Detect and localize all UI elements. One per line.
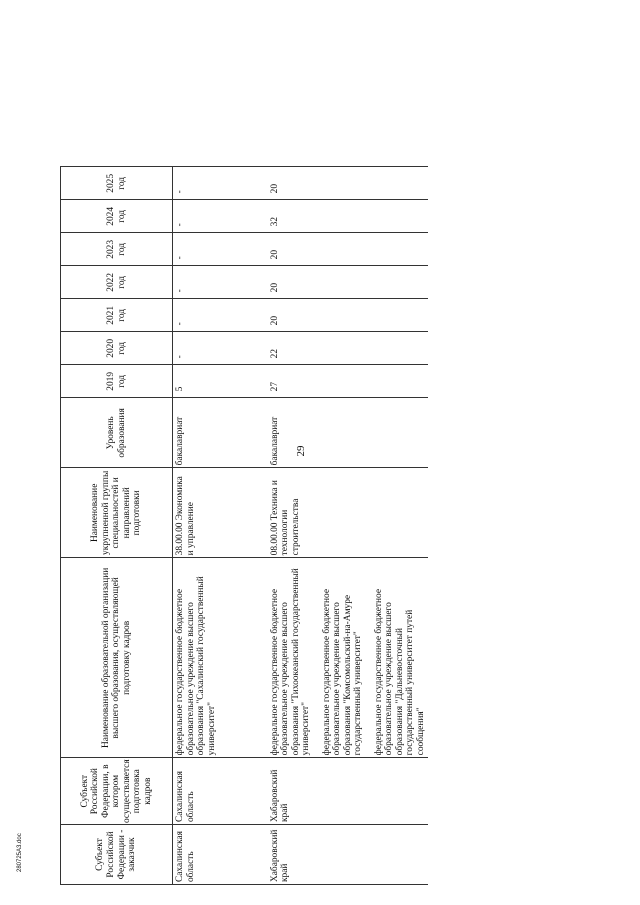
organization-name: федеральное государственное бюджетное образовательное учреждение высшего образования "Тихоокеанский государственный университет" <box>269 568 312 756</box>
header-customer-subject: Субъект Российской Федерации - заказчик <box>61 825 173 885</box>
header-year: 2021 год <box>61 299 173 332</box>
organization-name: федеральное государственное бюджетное образовательное учреждение высшего образования "Комсомольский-на-Амуре государственный университет" <box>321 589 364 756</box>
cell-value: - <box>173 200 268 233</box>
cell-training-subject: Хабаровский край <box>268 758 429 825</box>
cell-education-level: бакалавриат <box>173 398 268 468</box>
header-year: 2020 год <box>61 332 173 365</box>
cell-organization <box>268 558 429 758</box>
page-number: 29 <box>295 445 307 457</box>
header-year: 2019 год <box>61 365 173 398</box>
rotated-page-content <box>60 30 560 885</box>
cell-value: 20 <box>268 299 429 332</box>
header-year: 2023 год <box>61 233 173 266</box>
table-row <box>268 167 429 885</box>
cell-value: 20 <box>268 266 429 299</box>
cell-value: 27 <box>268 365 429 398</box>
cell-education-level: бакалавриат <box>268 398 429 468</box>
cell-training-subject: Сахалинская область <box>173 758 268 825</box>
cell-specialty-group: 08.00.00 Техника и технологии строительства <box>268 468 429 558</box>
header-year: 2025 год <box>61 167 173 200</box>
header-organization: Наименование образовательной организации высшего образования, осуществляющей подготовку кадров <box>61 558 173 758</box>
cell-value: - <box>173 266 268 299</box>
cell-value: 22 <box>268 332 429 365</box>
header-specialty-group: Наименование укрупненной группы специальностей и направлений подготовки <box>61 468 173 558</box>
header-training-subject: Субъект Российской Федерации, в котором осуществляется подготовка кадров <box>61 758 173 825</box>
organization-name: федеральное государственное бюджетное образовательное учреждение высшего образования "Дальневосточный государственный университет путей сообщения" <box>373 589 426 756</box>
cell-customer-subject: Хабаровский край <box>268 825 429 885</box>
cell-customer-subject: Сахалинская область <box>173 825 268 885</box>
cell-organization <box>173 558 268 758</box>
table-row <box>173 167 268 885</box>
cell-value: - <box>173 332 268 365</box>
training-plan-table <box>60 166 428 885</box>
cell-value: 20 <box>268 167 429 200</box>
organization-name: федеральное государственное бюджетное образовательное учреждение высшего образования "Сахалинский государственный университет" <box>175 576 217 756</box>
document-code: 280725А3.doc <box>17 833 23 872</box>
table-header-row <box>61 167 173 885</box>
cell-value: - <box>173 233 268 266</box>
cell-value: - <box>173 167 268 200</box>
cell-value: 20 <box>268 233 429 266</box>
cell-value: - <box>173 299 268 332</box>
cell-value: 32 <box>268 200 429 233</box>
cell-value: 5 <box>173 365 268 398</box>
header-year: 2024 год <box>61 200 173 233</box>
cell-specialty-group: 38.00.00 Экономика и управление <box>173 468 268 558</box>
header-education-level: Уровень образования <box>61 398 173 468</box>
header-year: 2022 год <box>61 266 173 299</box>
